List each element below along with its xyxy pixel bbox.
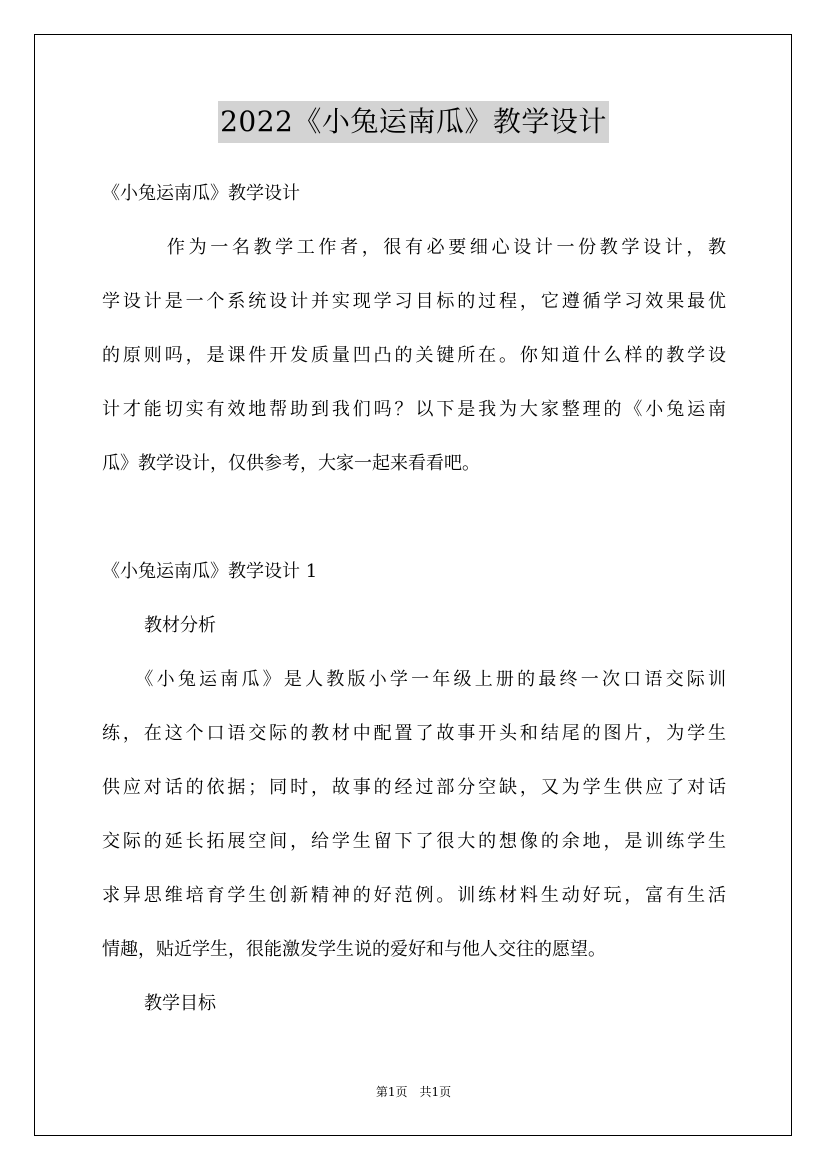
analysis-line-6: 情趣，贴近学生，很能激发学生说的爱好和与他人交往的愿望。 [102,939,606,960]
page-footer: 第1页 共1页 [375,1085,452,1099]
intro-line-2: 学设计是一个系统设计并实现学习目标的过程，它遵循学习效果最优 [102,291,726,312]
analysis-line-1: 《小兔运南瓜》是人教版小学一年级上册的最终一次口语交际训 [102,669,726,690]
subtitle: 《小兔运南瓜》教学设计 [102,183,300,204]
analysis-line-3: 供应对话的依据；同时，故事的经过部分空缺，又为学生供应了对话 [102,777,726,798]
analysis-heading: 教材分析 [144,615,216,636]
intro-line-1: 作为一名教学工作者，很有必要细心设计一份教学设计，教 [102,237,726,258]
intro-line-5: 瓜》教学设计，仅供参考，大家一起来看看吧。 [102,453,480,474]
title-wrap [0,101,827,143]
section-heading: 《小兔运南瓜》教学设计 1 [102,561,318,582]
intro-line-4: 计才能切实有效地帮助到我们吗？以下是我为大家整理的《小兔运南 [102,399,726,420]
analysis-line-2: 练，在这个口语交际的教材中配置了故事开头和结尾的图片，为学生 [102,723,726,744]
document-title: 2022《小兔运南瓜》教学设计 [218,101,609,143]
goals-heading: 教学目标 [144,993,216,1014]
analysis-line-4: 交际的延长拓展空间，给学生留下了很大的想像的余地，是训练学生 [102,831,726,852]
analysis-line-5: 求异思维培育学生创新精神的好范例。训练材料生动好玩，富有生活 [102,885,726,906]
intro-line-3: 的原则吗，是课件开发质量凹凸的关键所在。你知道什么样的教学设 [102,345,726,366]
